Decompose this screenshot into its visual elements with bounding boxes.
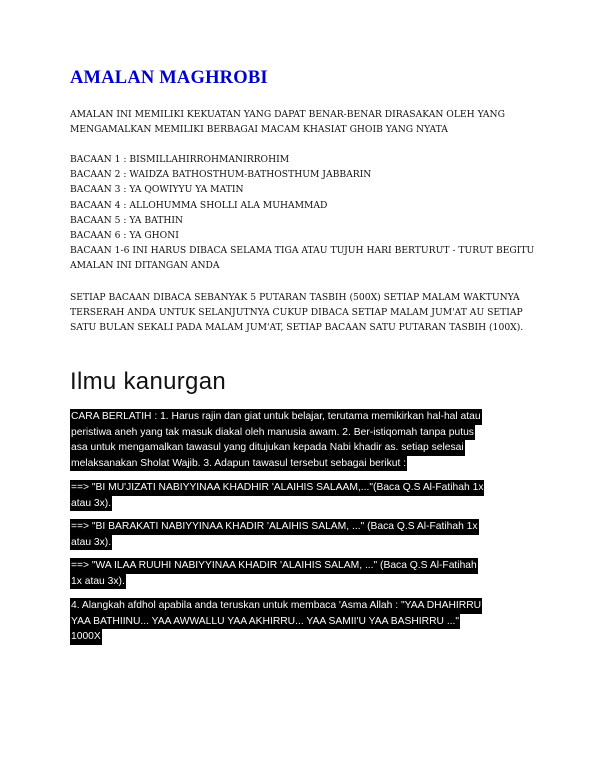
reading-line: BACAAN 1-6 INI HARUS DIBACA SELAMA TIGA ATAU TUJUH HARI BERTURUT - TURUT BEGITU bbox=[70, 245, 535, 257]
text-line: MENGAMALKAN MEMILIKI BERBAGAI MACAM KHASIAT GHOIB YANG NYATA bbox=[70, 124, 448, 136]
highlighted-line: peristiwa aneh yang tak masuk diakal oleh manusia awam. 2. Ber-istiqomah tanpa putus bbox=[70, 425, 475, 441]
document-title: AMALAN MAGHROBI bbox=[70, 68, 268, 88]
text-line: TERSERAH ANDA UNTUK SELANJUTNYA CUKUP DIBACA SETIAP MALAM JUM'AT AU SETIAP bbox=[70, 307, 523, 319]
reading-line: BACAAN 6 : YA GHONI bbox=[70, 230, 179, 242]
highlighted-line: atau 3x). bbox=[70, 496, 112, 512]
closing-paragraph bbox=[70, 290, 540, 336]
highlighted-line: ==> "WA ILAA RUUHI NABIYYINAA KHADIR 'ALAIHIS SALAM, ..." (Baca Q.S Al-Fatihah bbox=[70, 558, 478, 574]
text-line: AMALAN INI MEMILIKI KEKUATAN YANG DAPAT BENAR-BENAR DIRASAKAN OLEH YANG bbox=[70, 109, 505, 120]
highlighted-paragraph-tawasul-3 bbox=[70, 558, 478, 589]
highlighted-line: ==> "BI MU'JIZATI NABIYYINAA KHADHIR 'ALAIHIS SALAAM,..."(Baca Q.S Al-Fatihah 1x bbox=[70, 480, 484, 496]
highlighted-line: 1000X bbox=[70, 629, 102, 645]
reading-line: BACAAN 2 : WAIDZA BATHOSTHUM-BATHOSTHUM JABBARIN bbox=[70, 169, 372, 181]
reading-line: BACAAN 4 : ALLOHUMMA SHOLLI ALA MUHAMMAD bbox=[70, 199, 328, 211]
highlighted-line: ==> "BI BARAKATI NABIYYINAA KHADIR 'ALAIHIS SALAM, ..." (Baca Q.S Al-Fatihah 1x bbox=[70, 519, 479, 535]
readings-list bbox=[70, 152, 540, 274]
highlighted-line: CARA BERLATIH : 1. Harus rajin dan giat untuk belajar, terutama memikirkan hal-hal atau bbox=[70, 409, 482, 425]
highlighted-line: asa untuk mengamalkan tawasul yang ditujukan kepada Nabi khadir as. setiap selesai bbox=[70, 440, 465, 456]
highlighted-paragraph-asma bbox=[70, 598, 482, 645]
highlighted-line: 4. Alangkah afdhol apabila anda teruskan untuk membaca 'Asma Allah : "YAA DHAHIRRU bbox=[70, 598, 482, 614]
reading-line: BACAAN 3 : YA QOWIYYU YA MATIN bbox=[70, 184, 244, 196]
highlighted-paragraph-tawasul-2 bbox=[70, 519, 479, 550]
highlighted-line: melaksanakan Sholat Wajib. 3. Adapun tawasul tersebut sebagai berikut : bbox=[70, 456, 407, 472]
reading-line: BACAAN 5 : YA BATHIN bbox=[70, 214, 184, 226]
text-line: SETIAP BACAAN DIBACA SEBANYAK 5 PUTARAN TASBIH (500X) SETIAP MALAM WAKTUNYA bbox=[70, 292, 520, 303]
highlighted-paragraph-tawasul-1 bbox=[70, 480, 484, 511]
intro-paragraph bbox=[70, 107, 540, 137]
highlighted-line: 1x atau 3x). bbox=[70, 574, 126, 590]
reading-line: AMALAN INI DITANGAN ANDA bbox=[70, 260, 220, 272]
section-heading: Ilmu kanurgan bbox=[70, 368, 226, 395]
reading-line: BACAAN 1 : BISMILLAHIRROHMANIRROHIM bbox=[70, 154, 290, 165]
highlighted-line: atau 3x). bbox=[70, 535, 112, 551]
highlighted-line: YAA BATHIINU... YAA AWWALLU YAA AKHIRRU... YAA SAMII'U YAA BASHIRRU ..." bbox=[70, 614, 460, 630]
highlighted-paragraph-training bbox=[70, 409, 482, 471]
text-line: SATU BULAN SEKALI PADA MALAM JUM'AT, SETIAP BACAAN SATU PUTARAN TASBIH (100X). bbox=[70, 322, 524, 334]
